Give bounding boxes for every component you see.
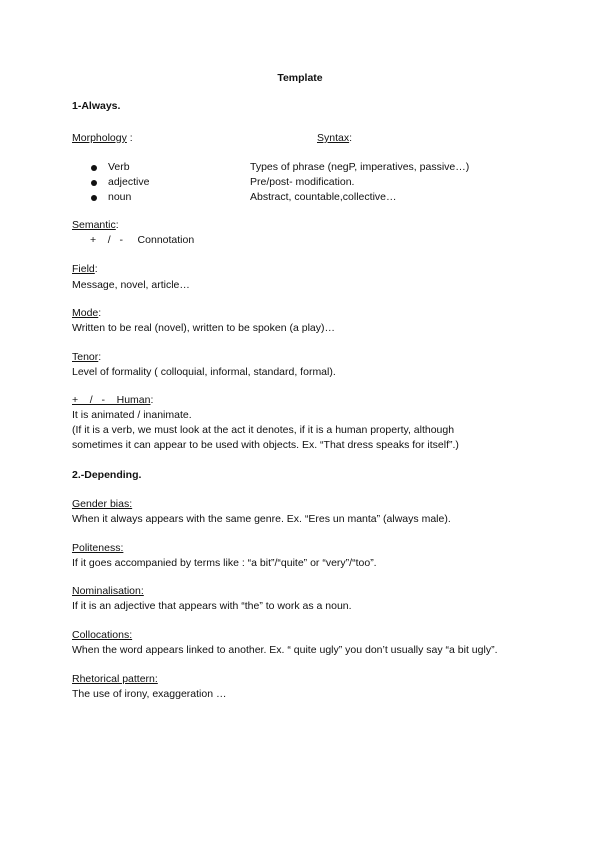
semantic-colon: : <box>115 219 119 231</box>
morphology-label: Morphology <box>72 132 127 144</box>
tenor-heading <box>72 351 101 363</box>
tenor-text: Level of formality ( colloquial, informal, standard, formal). <box>72 366 336 378</box>
nominalisation-label: Nominalisation: <box>72 585 144 597</box>
mode-colon: : <box>98 307 102 319</box>
semantic-connotation: + / - Connotation <box>90 234 195 246</box>
human-label: + / - Human <box>72 394 151 406</box>
field-colon: : <box>94 263 98 275</box>
bullet-icon <box>91 195 97 201</box>
morph-item: noun <box>108 191 132 203</box>
field-label: Field <box>72 263 95 275</box>
mode-label: Mode <box>72 307 99 319</box>
collocations-text: When the word appears linked to another. Ex. “ quite ugly” you don’t usually say “a bit ugly”. <box>72 644 498 656</box>
syntax-item: Types of phrase (negP, imperatives, passive…) <box>250 161 470 173</box>
human-heading <box>72 394 153 406</box>
rhetorical-pattern-text: The use of irony, exaggeration … <box>72 688 227 700</box>
syntax-label: Syntax <box>317 132 350 144</box>
politeness-text: If it goes accompanied by terms like : “a bit”/“quite” or “very”/“too”. <box>72 557 377 569</box>
human-text-3: sometimes it can appear to be used with objects. Ex. “That dress speaks for itself”.) <box>72 439 459 451</box>
gender-bias-label: Gender bias: <box>72 498 133 510</box>
field-heading <box>72 263 98 275</box>
rhetorical-pattern-label: Rhetorical pattern: <box>72 673 158 685</box>
semantic-label: Semantic <box>72 219 116 231</box>
human-colon: : <box>150 394 154 406</box>
morphology-heading <box>72 132 133 144</box>
human-text-1: It is animated / inanimate. <box>72 409 192 421</box>
politeness-label: Politeness: <box>72 542 124 554</box>
morphology-colon: : <box>126 132 133 144</box>
syntax-item: Abstract, countable,collective… <box>250 191 397 203</box>
semantic-heading <box>72 219 119 231</box>
collocations-label: Collocations: <box>72 629 133 641</box>
syntax-item: Pre/post- modification. <box>250 176 355 188</box>
field-text: Message, novel, article… <box>72 279 190 291</box>
section1-heading: 1-Always. <box>72 100 121 112</box>
bullet-icon <box>91 180 97 186</box>
human-text-2: (If it is a verb, we must look at the act it denotes, if it is a human property, although <box>72 424 455 436</box>
bullet-icon <box>91 165 97 171</box>
page-title: Template <box>277 72 323 84</box>
morph-item: adjective <box>108 176 150 188</box>
tenor-label: Tenor <box>72 351 99 363</box>
morph-item: Verb <box>108 161 130 173</box>
syntax-heading <box>317 132 352 144</box>
mode-heading <box>72 307 101 319</box>
mode-text: Written to be real (novel), written to be spoken (a play)… <box>72 322 336 334</box>
tenor-colon: : <box>98 351 102 363</box>
nominalisation-text: If it is an adjective that appears with “the” to work as a noun. <box>72 600 352 612</box>
section2-heading: 2.-Depending. <box>72 469 142 481</box>
gender-bias-text: When it always appears with the same genre. Ex. “Eres un manta” (always male). <box>72 513 451 525</box>
syntax-colon: : <box>349 132 353 144</box>
